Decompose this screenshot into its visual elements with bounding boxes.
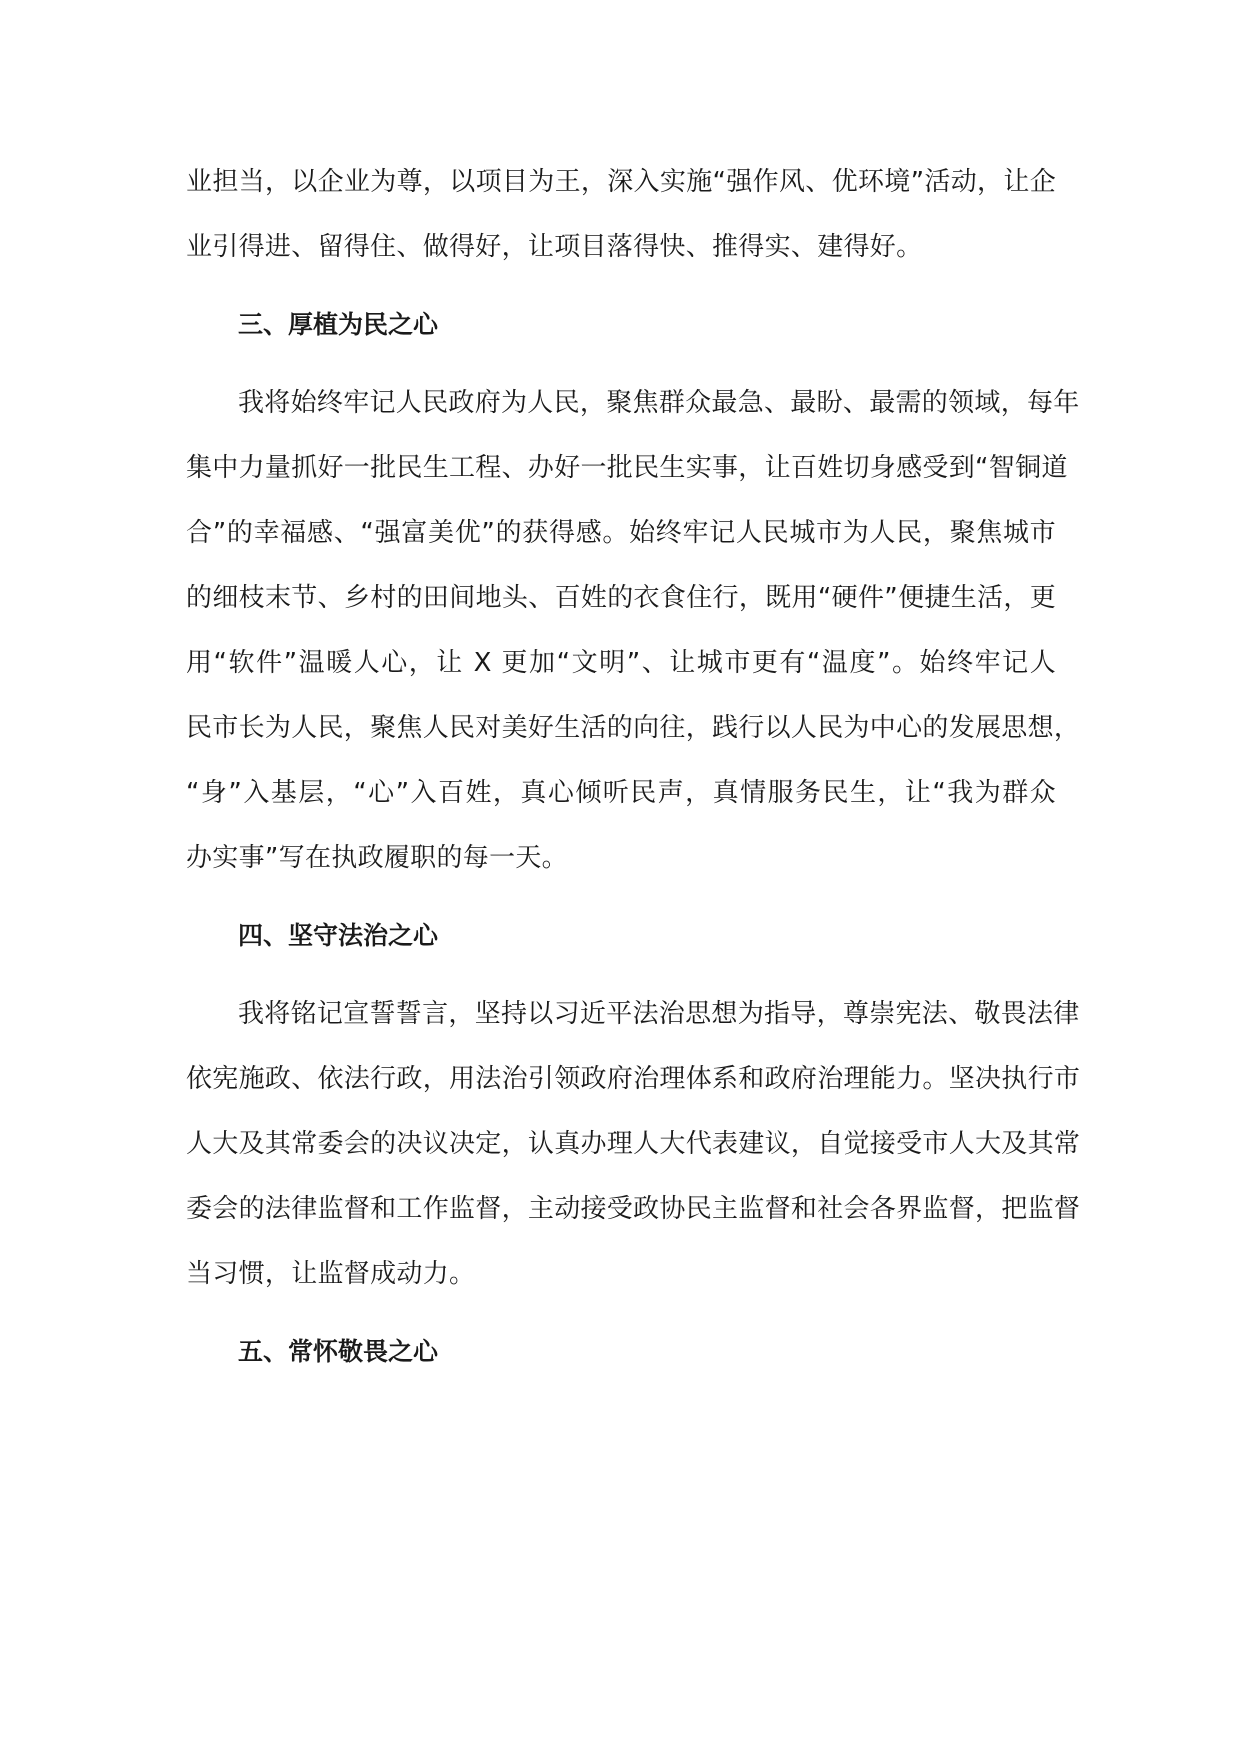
section-heading-5: 五、常怀敬畏之心 — [238, 1337, 439, 1366]
paragraph-line: 的细枝末节、乡村的田间地头、百姓的衣食住行，既用“硬件”便捷生活，更 — [186, 583, 1056, 613]
section-heading-4: 四、坚守法治之心 — [238, 921, 439, 950]
paragraph-line: 我将铭记宣誓誓言，坚持以习近平法治思想为指导，尊崇宪法、敬畏法律 — [238, 999, 1080, 1029]
section-4-paragraph — [186, 995, 1081, 1293]
paragraph-line: 依宪施政、依法行政，用法治引领政府治理体系和政府治理能力。坚决执行市 — [186, 1064, 1081, 1094]
paragraph-line: 集中力量抓好一批民生工程、办好一批民生实事，让百姓切身感受到“智铜道 — [186, 453, 1068, 483]
paragraph-line: 办实事”写在执政履职的每一天。 — [186, 843, 568, 873]
paragraph-line: 合”的幸福感、“强富美优”的获得感。始终牢记人民城市为人民，聚焦城市 — [186, 518, 1056, 548]
paragraph-line: 委会的法律监督和工作监督，主动接受政协民主监督和社会各界监督，把监督 — [186, 1194, 1081, 1224]
section-heading-3: 三、厚植为民之心 — [238, 310, 439, 339]
paragraph-line: 我将始终牢记人民政府为人民，聚焦群众最急、最盼、最需的领域，每年 — [238, 388, 1080, 418]
paragraph-line: 人大及其常委会的决议决定，认真办理人大代表建议，自觉接受市人大及其常 — [186, 1129, 1081, 1159]
paragraph-line: 民市长为人民，聚焦人民对美好生活的向往，践行以人民为中心的发展思想， — [186, 713, 1081, 743]
paragraph-line: “身”入基层，“心”入百姓，真心倾听民声，真情服务民生，让“我为群众 — [186, 778, 1056, 808]
section-3-paragraph — [186, 384, 1081, 877]
paragraph-line: 业引得进、留得住、做得好，让项目落得快、推得实、建得好。 — [186, 232, 923, 262]
paragraph-line: 用“软件”温暖人心，让 X 更加“文明”、让城市更有“温度”。始终牢记人 — [186, 648, 1056, 678]
paragraph-line: 当习惯，让监督成动力。 — [186, 1259, 476, 1289]
paragraph-line: 业担当，以企业为尊，以项目为王，深入实施“强作风、优环境”活动，让企 — [186, 167, 1056, 197]
intro-paragraph — [186, 163, 1056, 266]
document-page — [186, 163, 1081, 1371]
